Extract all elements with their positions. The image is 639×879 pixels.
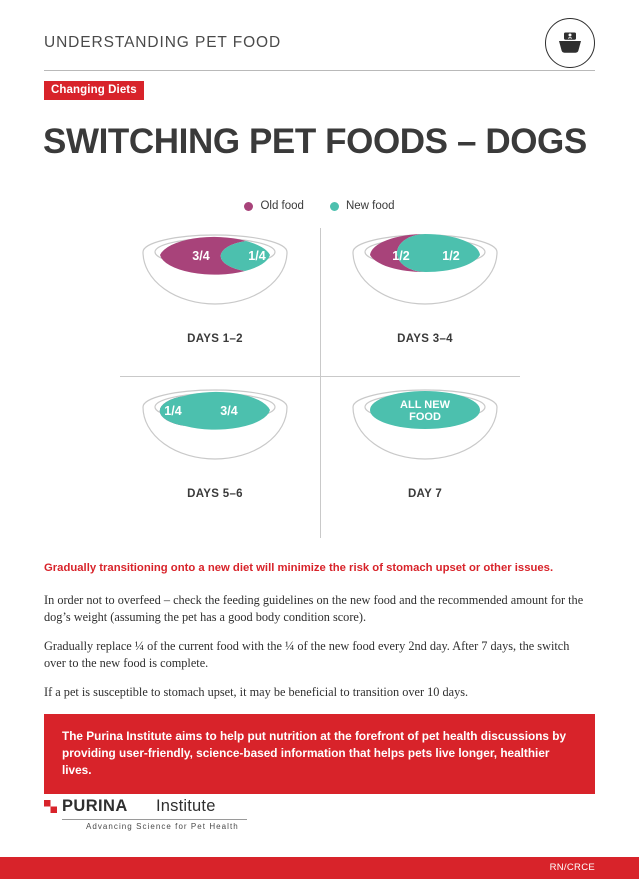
purina-institute-logo [44,797,304,841]
bowl-old-fraction: 1/4 [164,404,182,418]
quadrant-label-day-7: DAY 7 [407,488,443,500]
legend-item-old-food [244,200,303,212]
purina-checkerboard-icon [44,800,57,813]
bowl-old-fraction: 3/4 [192,249,210,263]
bowl-days-1-2 [135,232,295,330]
bowl-new-fraction: 1/4 [248,249,266,263]
quadrant-days-1-2 [110,228,320,376]
mission-callout: The Purina Institute aims to help put nutrition at the forefront of pet health discussions by providing user-friendly, science-based information that helps pets live longer, healthier lives. [44,714,595,794]
legend [0,200,639,212]
footer-code: RN/CRCE [549,862,595,873]
quadrant-days-3-4 [320,228,530,376]
quadrant-label-days-1-2: DAYS 1–2 [187,333,243,345]
bowl-graphic [135,387,295,485]
bowl-new-fraction: 3/4 [220,404,238,418]
bowl-graphic [135,232,295,330]
logo-divider [62,819,247,820]
bowl-new-label-line2: FOOD [409,411,441,423]
header-title: UNDERSTANDING PET FOOD [44,34,282,51]
purina-wordmark: PURINA [62,797,128,815]
legend-dot-new-food [330,202,339,211]
header-divider [44,70,595,71]
quadrant-label-days-3-4: DAYS 3–4 [397,333,453,345]
footer-bar [0,857,639,879]
quadrant-label-days-5-6: DAYS 5–6 [187,488,243,500]
body-paragraph-3: If a pet is susceptible to stomach upset, it may be beneficial to transition over 10 days. [44,684,469,699]
document-header [44,18,595,66]
bowl-graphic [345,232,505,330]
bowl-old-fraction: 1/2 [392,249,410,263]
institute-wordmark: Institute [156,797,216,815]
legend-dot-old-food [244,202,253,211]
bowl-days-5-6 [135,387,295,485]
pet-bowl-icon [545,18,595,68]
quadrant-days-5-6 [110,383,320,531]
legend-label-old-food: Old food [260,200,304,212]
quadrant-day-7 [320,383,530,531]
body-copy [44,592,584,712]
grid-horizontal-divider [120,376,520,377]
bowl-day-7 [345,387,505,485]
bowl-new-fraction: 1/2 [442,249,460,263]
pet-bowl-glyph [555,28,585,58]
logo-tagline: Advancing Science for Pet Health [86,822,239,831]
page-title: SWITCHING PET FOODS – DOGS [43,122,587,161]
body-paragraph-1: In order not to overfeed – check the feeding guidelines on the new food and the recommended amount for the dog’s weight (assuming the pet has a good body condition score). [44,593,584,625]
lead-text: Gradually transitioning onto a new diet will minimize the risk of stomach upset or other issues. [44,562,554,574]
bowl-graphic [345,387,505,485]
section-tag: Changing Diets [44,81,144,100]
transition-diagram [110,228,530,538]
bowl-days-3-4 [345,232,505,330]
body-paragraph-2: Gradually replace ¼ of the current food with the ¼ of the new food every 2nd day. After 7 days, the switch over to the new food is complete. [44,638,570,671]
legend-label-new-food: New food [345,200,395,212]
legend-item-new-food [330,200,395,212]
bowl-new-label-line1: ALL NEW [400,399,450,411]
